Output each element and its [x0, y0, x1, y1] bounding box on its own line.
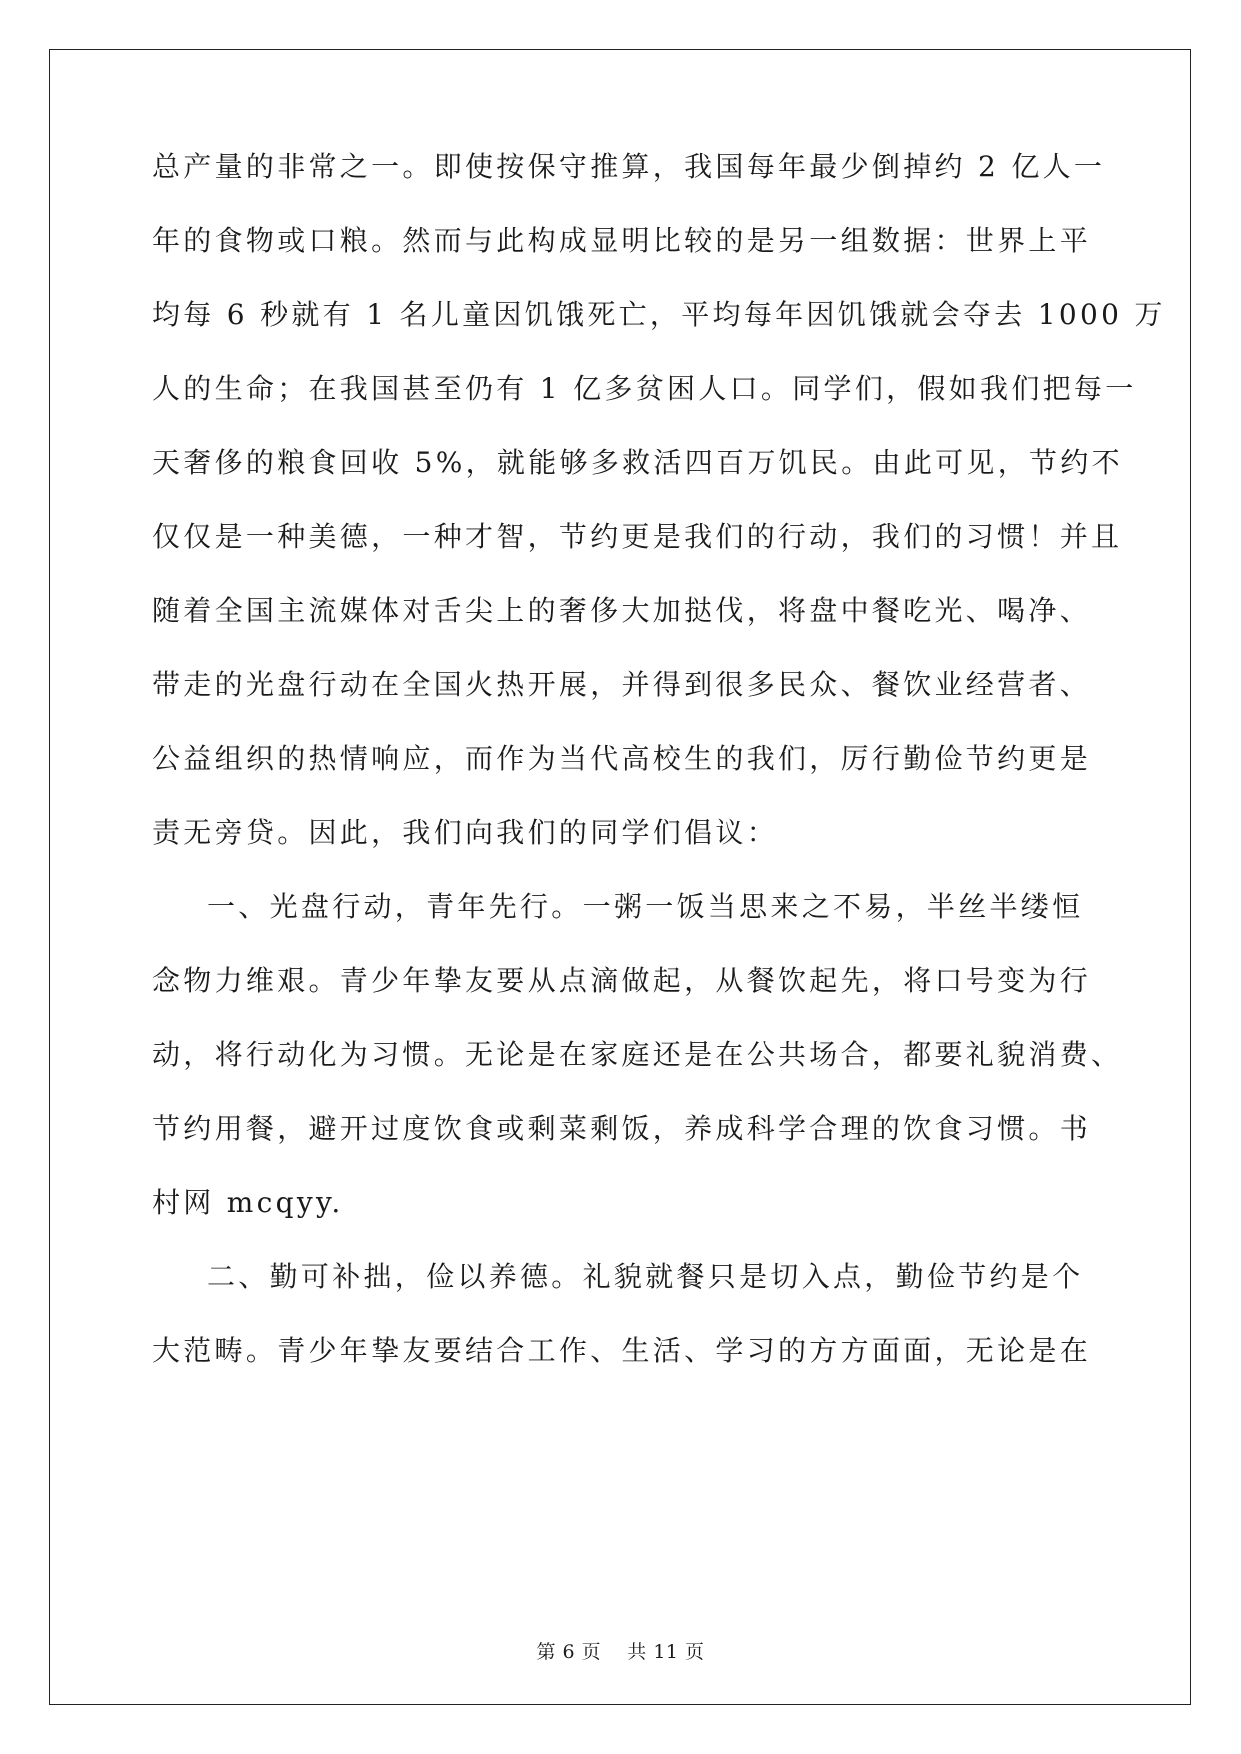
paragraph-start-line: 一、光盘行动，青年先行。一粥一饭当思来之不易，半丝半缕恒: [207, 890, 1084, 923]
text-line: 带走的光盘行动在全国火热开展，并得到很多民众、餐饮业经营者、: [152, 668, 1092, 701]
text-line: 年的食物或口粮。然而与此构成显明比较的是另一组数据：世界上平: [152, 224, 1092, 257]
text-line: 人的生命；在我国甚至仍有 1 亿多贫困人口。同学们，假如我们把每一: [152, 372, 1137, 405]
text-line: 随着全国主流媒体对舌尖上的奢侈大加挞伐，将盘中餐吃光、喝净、: [152, 594, 1092, 627]
text-line: 村网 mcqyy.: [152, 1186, 344, 1219]
text-line: 节约用餐，避开过度饮食或剩菜剩饭，养成科学合理的饮食习惯。书: [152, 1112, 1092, 1145]
text-line: 责无旁贷。因此，我们向我们的同学们倡议：: [152, 816, 779, 849]
text-line: 均每 6 秒就有 1 名儿童因饥饿死亡，平均每年因饥饿就会夺去 1000 万: [152, 298, 1166, 331]
text-line: 总产量的非常之一。即使按保守推算，我国每年最少倒掉约 2 亿人一: [152, 150, 1106, 183]
text-line: 念物力维艰。青少年挚友要从点滴做起，从餐饮起先，将口号变为行: [152, 964, 1092, 997]
text-line: 大范畴。青少年挚友要结合工作、生活、学习的方方面面，无论是在: [152, 1334, 1092, 1367]
text-line: 天奢侈的粮食回收 5%，就能够多救活四百万饥民。由此可见，节约不: [152, 446, 1123, 479]
paragraph-start-line: 二、勤可补拙，俭以养德。礼貌就餐只是切入点，勤俭节约是个: [207, 1260, 1084, 1293]
text-line: 动，将行动化为习惯。无论是在家庭还是在公共场合，都要礼貌消费、: [152, 1038, 1123, 1071]
page-number-footer: 第 6 页 共 11 页: [536, 1641, 705, 1663]
text-line: 仅仅是一种美德，一种才智，节约更是我们的行动，我们的习惯！并且: [152, 520, 1123, 553]
text-line: 公益组织的热情响应，而作为当代高校生的我们，厉行勤俭节约更是: [152, 742, 1092, 775]
